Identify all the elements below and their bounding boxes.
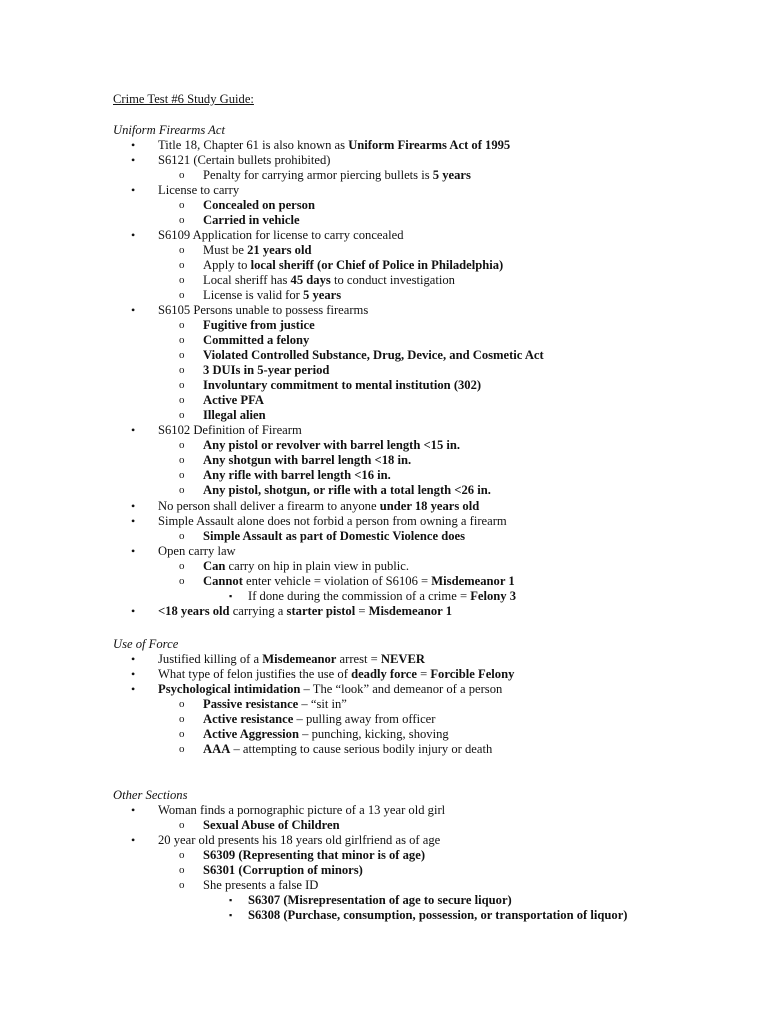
bullet-icon: • <box>131 499 136 513</box>
bullet-icon: o <box>179 484 185 496</box>
bold-text: Passive resistance <box>203 697 299 711</box>
bold-text: local sheriff (or Chief of Police in Philadelphia) <box>250 258 504 272</box>
bold-text: deadly force <box>351 667 417 681</box>
bullet-icon: • <box>131 153 136 167</box>
bold-text: Carried in vehicle <box>203 213 300 227</box>
section-heading: Use of Force <box>113 637 179 651</box>
bold-text: Active resistance <box>203 712 294 726</box>
bold-text: NEVER <box>380 652 426 666</box>
text: S6105 Persons unable to possess firearms <box>158 303 369 317</box>
text: Penalty for carrying armor piercing bullets is <box>203 168 433 182</box>
bold-text: Misdemeanor <box>262 652 337 666</box>
bullet-icon: o <box>179 244 185 256</box>
text: enter vehicle = violation of S6106 = <box>242 574 432 588</box>
text: S6109 Application for license to carry concealed <box>158 228 404 242</box>
list-item-level-1 <box>131 652 426 667</box>
bullet-icon: o <box>179 199 185 211</box>
bold-text: Concealed on person <box>203 198 315 212</box>
list-item-level-2 <box>179 529 466 544</box>
bullet-icon: • <box>131 183 136 197</box>
list-item-level-2 <box>179 574 515 589</box>
document-title: Crime Test #6 Study Guide: <box>113 92 254 106</box>
list-item-level-2 <box>179 363 330 378</box>
bullet-icon: o <box>179 743 185 755</box>
text: carry on hip in plain view in public. <box>225 559 410 573</box>
bold-text: Simple Assault as part of Domestic Violence does <box>203 529 466 543</box>
text: 20 year old presents his 18 years old girlfriend as of age <box>158 833 441 847</box>
bold-text: 5 years <box>432 168 471 182</box>
bullet-icon: • <box>131 667 136 681</box>
text: = <box>355 604 369 618</box>
text: carrying a <box>229 604 287 618</box>
bullet-icon: o <box>179 439 185 451</box>
bold-text: S6309 (Representing that minor is of age) <box>203 848 426 862</box>
bold-text: starter pistol <box>286 604 356 618</box>
list-item-level-1 <box>131 667 515 682</box>
bold-text: Committed a felony <box>203 333 310 347</box>
list-item-level-2 <box>179 438 461 453</box>
text: – attempting to cause serious bodily injury or death <box>230 742 493 756</box>
bullet-icon: o <box>179 575 185 587</box>
bold-text: 3 DUIs in 5-year period <box>203 363 330 377</box>
bold-text: Any pistol or revolver with barrel length <15 in. <box>203 438 461 452</box>
list-item-level-2 <box>179 333 310 348</box>
list-item-level-1 <box>131 228 404 243</box>
list-item-level-1 <box>131 803 446 818</box>
text: Apply to <box>203 258 251 272</box>
bullet-icon: ▪ <box>229 591 233 601</box>
section-heading: Uniform Firearms Act <box>113 123 225 137</box>
list-item-level-2 <box>179 378 482 393</box>
list-item-level-3 <box>229 893 512 908</box>
text: License to carry <box>158 183 240 197</box>
list-item-level-2 <box>179 258 504 273</box>
bold-text: 45 days <box>290 273 331 287</box>
list-item-level-1 <box>131 183 240 198</box>
bullet-icon: • <box>131 423 136 437</box>
bullet-icon: o <box>179 334 185 346</box>
list-item-level-2 <box>179 468 391 483</box>
list-item-level-3 <box>229 589 517 604</box>
text: License is valid for <box>203 288 304 302</box>
bold-text: Psychological intimidation <box>158 682 301 696</box>
bold-text: Misdemeanor 1 <box>431 574 515 588</box>
list-item-level-1 <box>131 833 441 848</box>
bold-text: Illegal alien <box>203 408 266 422</box>
bullet-icon: o <box>179 394 185 406</box>
bold-text: Active Aggression <box>203 727 299 741</box>
bullet-icon: • <box>131 138 136 152</box>
bullet-icon: o <box>179 864 185 876</box>
bold-text: Involuntary commitment to mental institution (302) <box>203 378 482 392</box>
list-item-level-2 <box>179 168 471 183</box>
list-item-level-1 <box>131 303 369 318</box>
bold-text: AAA <box>203 742 231 756</box>
bullet-icon: • <box>131 604 136 618</box>
bold-text: Misdemeanor 1 <box>368 604 452 618</box>
bold-text: Active PFA <box>203 393 264 407</box>
bullet-icon: • <box>131 514 136 528</box>
bold-text: under 18 years old <box>379 499 480 513</box>
bold-text: Uniform Firearms Act of 1995 <box>348 138 511 152</box>
list-item-level-3 <box>229 908 628 923</box>
text: – pulling away from officer <box>293 712 436 726</box>
bullet-icon: o <box>179 169 185 181</box>
text: What type of felon justifies the use of <box>158 667 352 681</box>
bold-text: Felony 3 <box>470 589 517 603</box>
list-item-level-2 <box>179 348 544 363</box>
bullet-icon: ▪ <box>229 910 233 920</box>
text: If done during the commission of a crime = <box>248 589 471 603</box>
bullet-icon: o <box>179 364 185 376</box>
bullet-icon: • <box>131 682 136 696</box>
bold-text: Fugitive from justice <box>203 318 315 332</box>
text: S6102 Definition of Firearm <box>158 423 302 437</box>
bullet-icon: o <box>179 289 185 301</box>
bullet-icon: o <box>179 319 185 331</box>
bullet-icon: o <box>179 379 185 391</box>
list-item-level-2 <box>179 848 426 863</box>
list-item-level-2 <box>179 863 363 878</box>
text: Woman finds a pornographic picture of a 13 year old girl <box>158 803 446 817</box>
bold-text: S6308 (Purchase, consumption, possession, or transportation of liquor) <box>248 908 628 922</box>
list-item-level-2 <box>179 727 449 742</box>
text: Local sheriff has <box>203 273 291 287</box>
list-item-level-2 <box>179 878 319 893</box>
bullet-icon: o <box>179 819 185 831</box>
bullet-icon: • <box>131 303 136 317</box>
bullet-icon: o <box>179 849 185 861</box>
text: Must be <box>203 243 248 257</box>
text: She presents a false ID <box>203 878 319 892</box>
text: No person shall deliver a firearm to anyone <box>158 499 380 513</box>
bullet-icon: • <box>131 228 136 242</box>
list-item-level-1 <box>131 138 511 153</box>
bold-text: Violated Controlled Substance, Drug, Device, and Cosmetic Act <box>203 348 544 362</box>
text: Open carry law <box>158 544 236 558</box>
section-heading: Other Sections <box>113 788 188 802</box>
bullet-icon: ▪ <box>229 895 233 905</box>
list-item-level-1 <box>131 514 507 529</box>
bold-text: Any shotgun with barrel length <18 in. <box>203 453 412 467</box>
bullet-icon: o <box>179 560 185 572</box>
list-item-level-2 <box>179 393 264 408</box>
list-item-level-2 <box>179 243 312 258</box>
text: – punching, kicking, shoving <box>298 727 449 741</box>
bullet-icon: • <box>131 544 136 558</box>
bold-text: <18 years old <box>158 604 230 618</box>
bullet-icon: o <box>179 698 185 710</box>
bullet-icon: o <box>179 274 185 286</box>
list-item-level-2 <box>179 318 315 333</box>
bullet-icon: • <box>131 803 136 817</box>
list-item-level-2 <box>179 198 315 213</box>
list-item-level-2 <box>179 712 436 727</box>
text: arrest = <box>336 652 381 666</box>
list-item-level-2 <box>179 742 493 757</box>
bullet-icon: o <box>179 713 185 725</box>
text: Title 18, Chapter 61 is also known as <box>158 138 349 152</box>
text: Justified killing of a <box>158 652 263 666</box>
text: S6121 (Certain bullets prohibited) <box>158 153 331 167</box>
bold-text: Cannot <box>203 574 243 588</box>
text: Simple Assault alone does not forbid a person from owning a firearm <box>158 514 507 528</box>
text: = <box>416 667 431 681</box>
bold-text: Any rifle with barrel length <16 in. <box>203 468 391 482</box>
list-item-level-2 <box>179 408 266 423</box>
bullet-icon: o <box>179 879 185 891</box>
bullet-icon: o <box>179 530 185 542</box>
bullet-icon: o <box>179 469 185 481</box>
bold-text: S6307 (Misrepresentation of age to secure liquor) <box>248 893 512 907</box>
bullet-icon: • <box>131 652 136 666</box>
list-item-level-1 <box>131 499 480 514</box>
list-item-level-1 <box>131 604 452 619</box>
bold-text: Forcible Felony <box>430 667 515 681</box>
list-item-level-2 <box>179 273 455 288</box>
list-item-level-1 <box>131 544 236 559</box>
bold-text: 5 years <box>303 288 342 302</box>
bullet-icon: o <box>179 409 185 421</box>
list-item-level-2 <box>179 697 347 712</box>
bullet-icon: o <box>179 259 185 271</box>
bold-text: Can <box>203 559 226 573</box>
bold-text: Sexual Abuse of Children <box>203 818 340 832</box>
bullet-icon: o <box>179 728 185 740</box>
text: – The “look” and demeanor of a person <box>300 682 503 696</box>
bold-text: 21 years old <box>247 243 312 257</box>
bold-text: Any pistol, shotgun, or rifle with a total length <26 in. <box>203 483 491 497</box>
list-item-level-1 <box>131 423 302 438</box>
bullet-icon: o <box>179 214 185 226</box>
list-item-level-2 <box>179 213 300 228</box>
list-item-level-2 <box>179 818 340 833</box>
list-item-level-2 <box>179 453 412 468</box>
list-item-level-1 <box>131 682 503 697</box>
list-item-level-2 <box>179 559 410 574</box>
text: – “sit in” <box>298 697 347 711</box>
text: to conduct investigation <box>330 273 455 287</box>
list-item-level-1 <box>131 153 331 168</box>
bullet-icon: • <box>131 833 136 847</box>
bold-text: S6301 (Corruption of minors) <box>203 863 363 877</box>
bullet-icon: o <box>179 349 185 361</box>
list-item-level-2 <box>179 483 491 498</box>
bullet-icon: o <box>179 454 185 466</box>
list-item-level-2 <box>179 288 342 303</box>
